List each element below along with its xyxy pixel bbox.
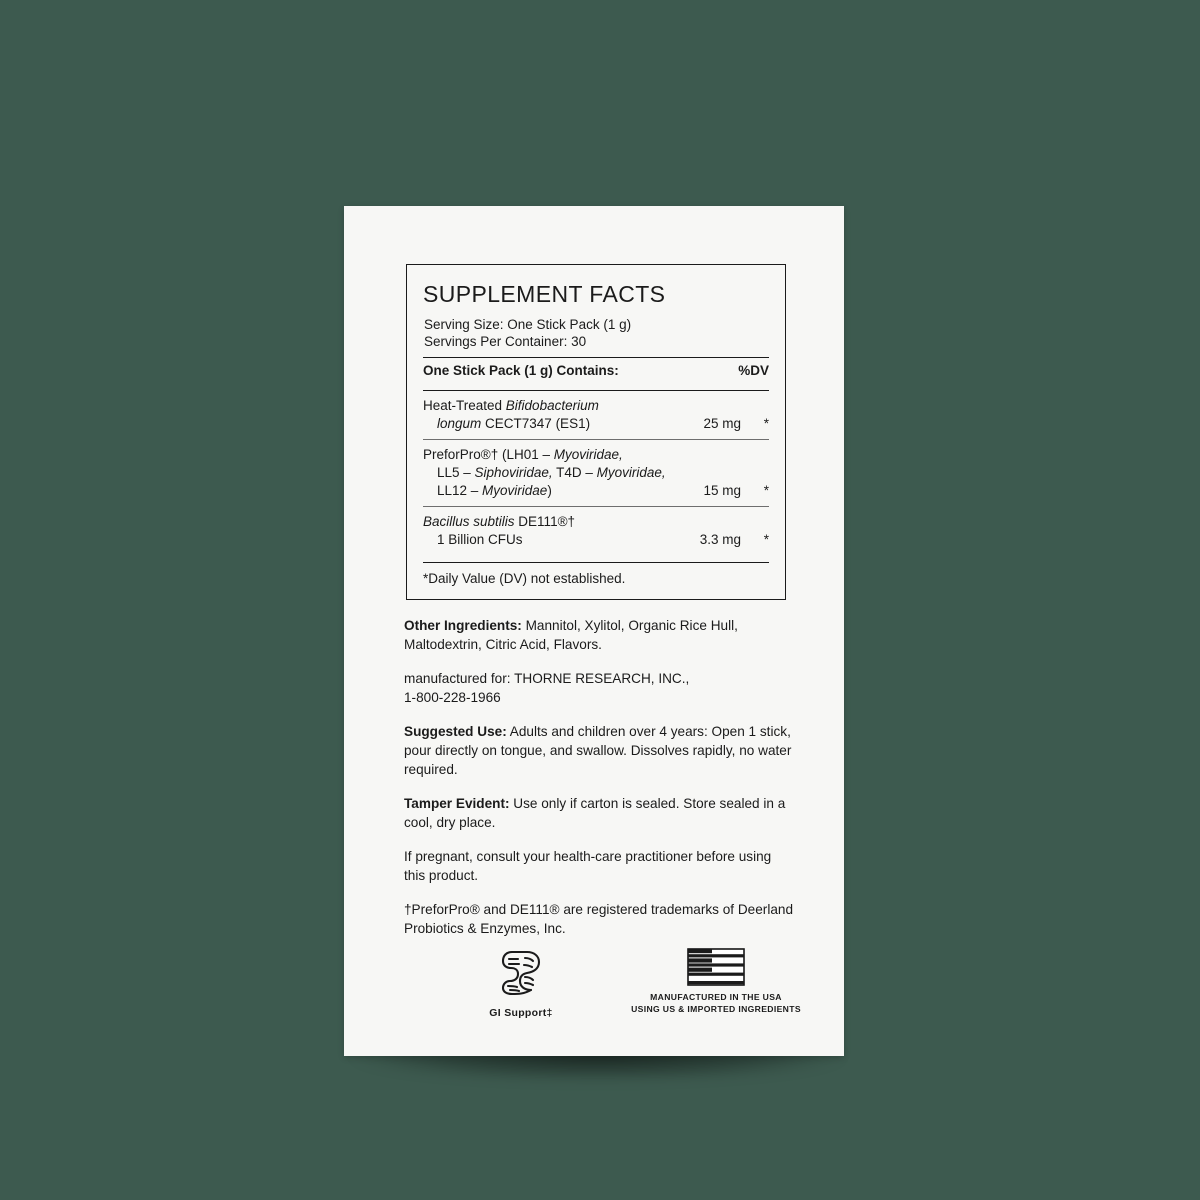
ingredient-amount: 3.3 mg	[699, 532, 741, 547]
servings-per-container-text: Servings Per Container: 30	[424, 334, 587, 349]
ingredient-name-line2: LL5 – Siphoviridae, T4D – Myoviridae,	[437, 465, 666, 480]
ingredient-row	[423, 507, 769, 555]
intestine-icon	[494, 946, 548, 998]
ingredient-amount: 25 mg	[703, 416, 741, 431]
made-in-usa-label	[616, 991, 816, 1015]
ingredient-dv: *	[763, 416, 769, 431]
tamper-evident-paragraph	[404, 794, 796, 832]
ingredient-amount: 15 mg	[703, 483, 741, 498]
suggested-use-paragraph	[404, 722, 796, 779]
supplement-carton-back-panel	[344, 206, 844, 1056]
ingredient-name-line1: Bacillus subtilis DE111®†	[423, 514, 576, 529]
ingredient-name	[423, 446, 677, 500]
ingredient-name-line2: longum CECT7347 (ES1)	[437, 416, 591, 431]
daily-value-footnote: *Daily Value (DV) not established.	[423, 571, 626, 586]
ingredient-name	[423, 513, 677, 549]
facts-column-headers	[423, 358, 769, 383]
ingredient-row	[423, 391, 769, 439]
ingredient-name-line3: LL12 – Myoviridae)	[437, 483, 552, 498]
manufacturer-paragraph	[404, 669, 796, 707]
other-ingredients-text: Mannitol, Xylitol, Organic Rice Hull, Maltodextrin, Citric Acid, Flavors.	[404, 618, 738, 652]
supplement-facts-panel	[406, 264, 786, 600]
other-ingredients-label: Other Ingredients:	[404, 618, 522, 633]
manufactured-for-text: manufactured for: THORNE RESEARCH, INC.,	[404, 671, 690, 686]
gi-support-block	[456, 946, 586, 1019]
other-ingredients-paragraph	[404, 616, 796, 654]
made-in-usa-block	[616, 948, 816, 1015]
facts-column-header-right: %DV	[738, 363, 769, 378]
label-body-text	[404, 616, 796, 953]
tamper-evident-text: Use only if carton is sealed. Store sealed in a cool, dry place.	[404, 796, 786, 830]
ingredient-dv: *	[763, 532, 769, 547]
suggested-use-label: Suggested Use:	[404, 724, 507, 739]
ingredient-row	[423, 440, 769, 506]
ingredient-name-line2: 1 Billion CFUs	[437, 532, 523, 547]
serving-size-text: Serving Size: One Stick Pack (1 g)	[424, 317, 632, 332]
usa-flag-icon	[687, 948, 745, 986]
made-in-usa-line1: MANUFACTURED IN THE USA	[650, 992, 782, 1002]
ingredient-dv: *	[763, 483, 769, 498]
pregnancy-warning-paragraph: If pregnant, consult your health-care practitioner before using this product.	[404, 849, 772, 883]
ingredient-name-line1: Heat-Treated Bifidobacterium	[423, 398, 599, 413]
suggested-use-text: Adults and children over 4 years: Open 1 stick, pour directly on tongue, and swallow. Dissolves rapidly, no water required.	[404, 724, 792, 777]
ingredient-name	[423, 397, 677, 433]
made-in-usa-line2: USING US & IMPORTED INGREDIENTS	[631, 1004, 801, 1014]
tamper-evident-label: Tamper Evident:	[404, 796, 510, 811]
supplement-facts-title: SUPPLEMENT FACTS	[423, 281, 666, 307]
manufacturer-phone: 1-800-228-1966	[404, 690, 501, 705]
facts-column-header-left: One Stick Pack (1 g) Contains:	[423, 363, 619, 378]
ingredient-name-line1: PreforPro®† (LH01 – Myoviridae,	[423, 447, 623, 462]
label-footer	[404, 946, 801, 1046]
gi-support-label: GI Support‡	[489, 1007, 553, 1019]
trademark-note-paragraph: †PreforPro® and DE111® are registered trademarks of Deerland Probiotics & Enzymes, Inc.	[404, 902, 794, 936]
